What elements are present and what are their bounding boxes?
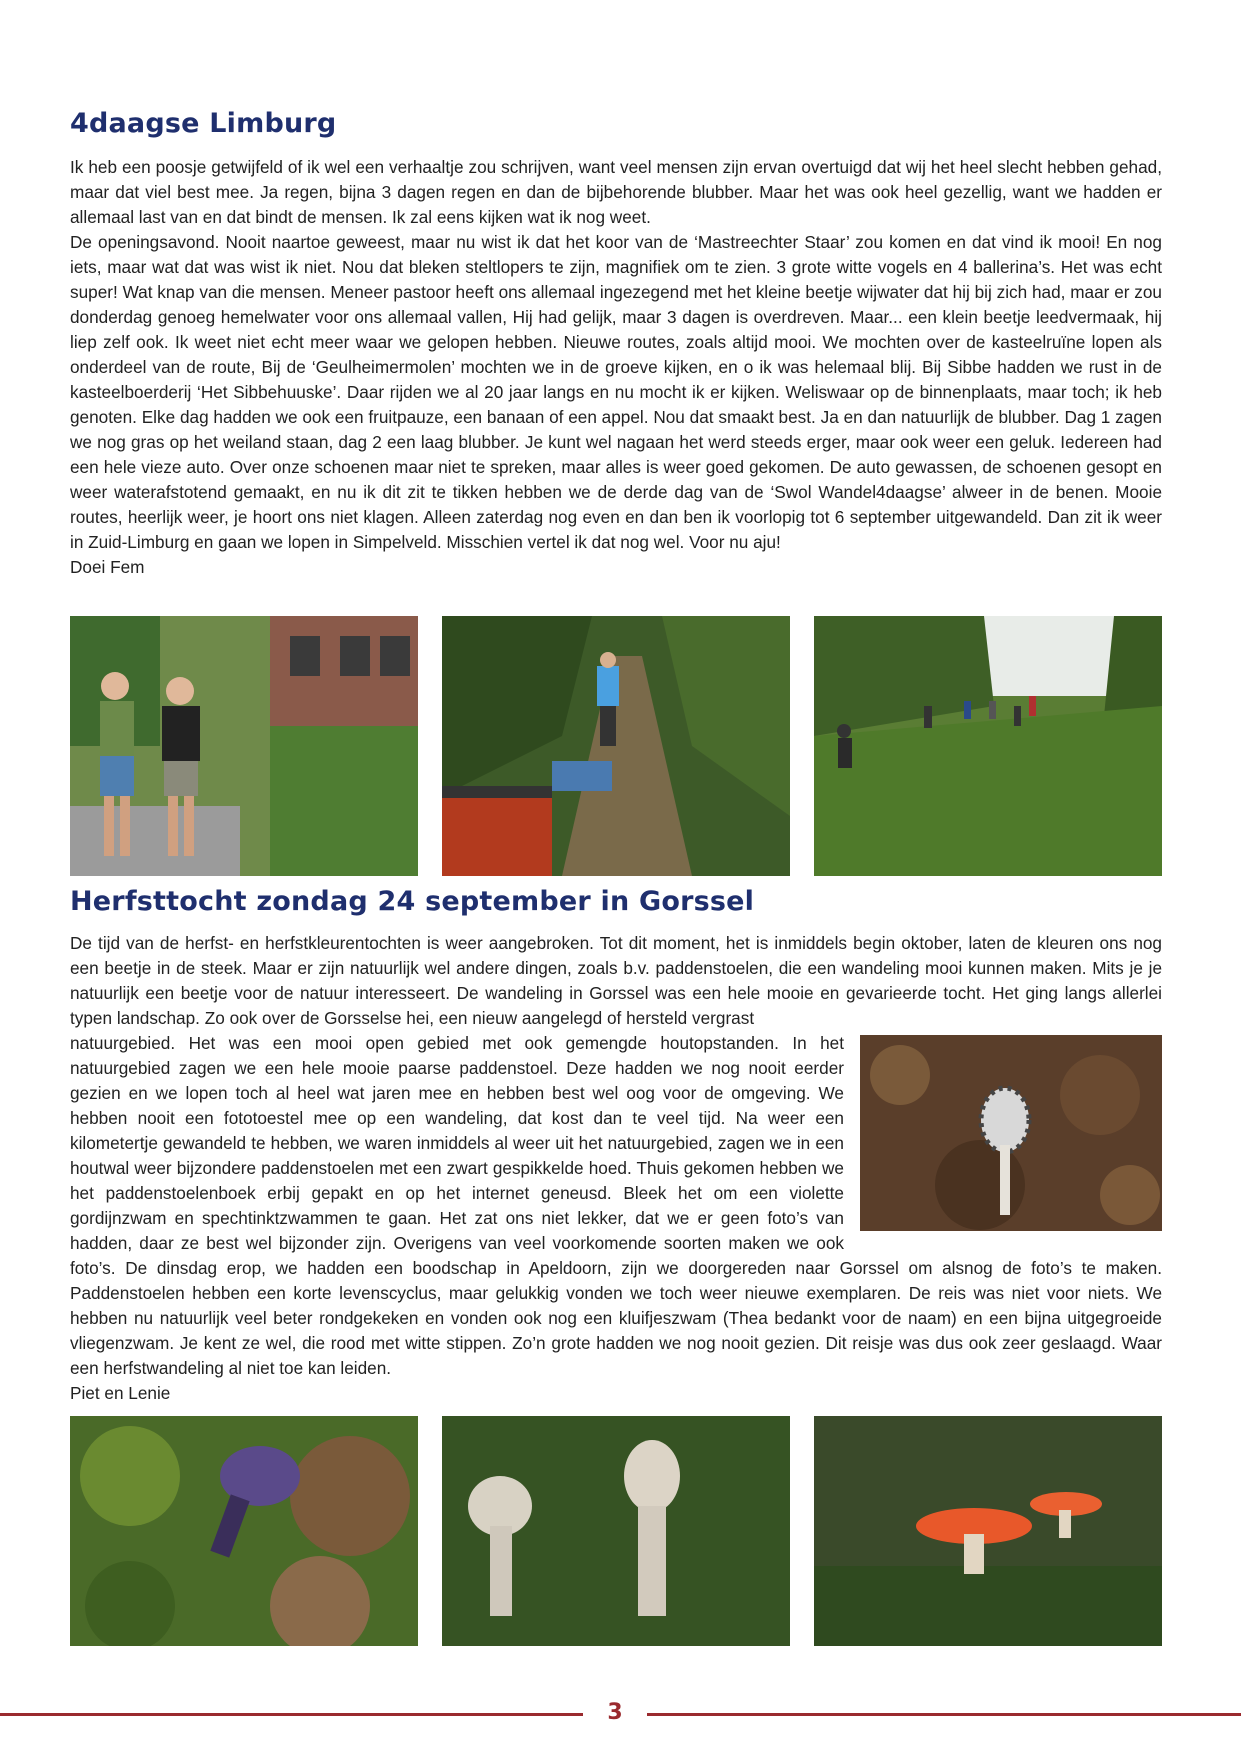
article-paragraph: De openingsavond. Nooit naartoe geweest, maar nu wist ik dat het koor van de ‘Mastreechter Staar’ zou komen en dat vind ik mooi! En nog iets, maar wat dat was wist ik niet. Nou dat bleken steltlopers te zijn, magnifiek om te zien. 3 grote witte vogels en 4 ballerina’s. Het was echt super! Wat knap van die mensen. Meneer pastoor heeft ons allemaal ingezegend met het kleine beetje wijwater dat hij bij zich had, maar er zou donderdag genoeg hemelwater voor ons allemaal vallen, Hij had gelijk, maar 3 dagen is overdreven. Maar... een klein beetje leedvermaak, hij liep zelf ook. Ik weet niet echt meer waar we gelopen hebben. Nieuwe routes, zoals altijd mooi. We mochten over de kasteelruïne lopen als onderdeel van de route, Bij de ‘Geulheimermolen’ mochten we in de groeve kijken, en o ik was helemaal blij. Bij Sibbe hadden we rust in de kasteelboerderij ‘Het Sibbehuuske’. Daar rijden we al 20 jaar langs en nu mocht ik er kijken. Weliswaar op de binnenplaats, maar toch; ik heb genoten. Elke dag hadden we ook een fruitpauze, een banaan of een appel. Nou dat smaakt best. Ja en dan natuurlijk de blubber. Dag 1 zagen we nog gras op het weiland staan, dag 2 een laag blubber. Je kunt wel nagaan het werd steeds erger, maar ook weer een geluk. Iedereen had een hele vieze auto. Over onze schoenen maar niet te spreken, maar alles is weer goed gekomen. De auto gewassen, de schoenen gesopt en weer waterafstotend gemaakt, en nu ik dit zit te tikken hebben we de derde dag van de ‘Swol Wandel4daagse’ alweer in de benen. Mooie routes, heerlijk weer, je hoort ons niet klagen. Alleen zaterdag nog even en dan ben ik voorlopig tot 6 september uitgewandeld. Dan zit ik weer in Zuid-Limburg en gaan we lopen in Simpelveld. Misschien vertel ik dat nog wel. Voor nu aju!	[70, 232, 1162, 552]
article-signature: Doei Fem	[70, 557, 145, 577]
article-title: 4daagse Limburg	[70, 108, 337, 139]
footer-rule-right	[647, 1713, 1241, 1716]
article-signature: Piet en Lenie	[70, 1383, 171, 1403]
photo-row-gorssel	[70, 1416, 1162, 1646]
photo-inkcap-mushroom	[860, 1035, 1162, 1231]
photo-fly-agaric	[814, 1416, 1162, 1646]
article-title: Herfsttocht zondag 24 september in Gorssel	[70, 886, 755, 917]
article-limburg	[70, 108, 1162, 580]
page-footer	[0, 1700, 1241, 1730]
article-paragraph: De tijd van de herfst- en herfstkleurentochten is weer aangebroken. Tot dit moment, het is inmiddels begin oktober, laten de kleuren ons nog een beetje in de steek. Maar er zijn natuurlijk wel andere dingen, zoals b.v. paddenstoelen, die een wandeling mooi kunnen maken. Mits je je natuurlijk een beetje voor de natuur interesseert. De wandeling in Gorssel was een hele mooie en gevarieerde tocht. Het ging langs allerlei typen landschap. Zo ook over de Gorsselse hei, een nieuw aangelegd of hersteld vergrast	[70, 933, 1162, 1028]
photo-grass-field	[814, 616, 1162, 876]
photo-violet-mushroom	[70, 1416, 418, 1646]
article-gorssel	[70, 886, 1162, 1406]
article-paragraph: natuurgebied. Het was een mooi open gebied met ook gemengde houtopstanden. In het natuurgebied zagen we een hele mooie paarse paddenstoel. Deze hadden we nog nooit eerder gezien en we lopen toch al heel wat jaren mee en hebben best wel oog voor de omgeving. We hebben nooit een fototoestel mee op een wandeling, dat kost dan te veel tijd. Na weer een kilometertje gewandeld te hebben, we waren inmiddels al weer uit het natuurgebied, zagen we in een houtwal weer bijzondere paddenstoelen met een zwart gespikkelde hoed. Thuis gekomen hebben we het paddenstoelenboek erbij gepakt en op het internet geneusd. Bleek het om een violette gordijnzwam en spechtinktzwammen te gaan. Het zat ons niet lekker, dat we er geen foto’s van hadden, daar ze best wel bijzonder zijn. Overigens van veel voorkomende soorten maken we ook foto’s. De dinsdag erop, we hadden een boodschap in Apeldoorn, zijn we doorgereden naar Gorssel om alsnog de foto’s te maken. Paddenstoelen hebben een korte levenscyclus, maar gelukkig vonden we toch weer nieuwe exemplaren. De reis was niet voor niets. We hebben nu natuurlijk veel beter rondgekeken en vonden ook nog een kluifjeszwam (Thea bedankt voor de naam) en een bijna uitgegroeide vliegenzwam. Je kent ze wel, die rood met witte stippen. Zo’n grote hadden we nog nooit gezien. Dit reisje was dus ook zeer geslaagd. Waar een herfstwandeling al niet toe kan leiden.	[70, 1033, 1162, 1378]
photo-muddy-path	[442, 616, 790, 876]
photo-walkers-street	[70, 616, 418, 876]
page-number: 3	[607, 1700, 623, 1725]
photo-white-mushrooms	[442, 1416, 790, 1646]
photo-row-limburg	[70, 616, 1162, 876]
footer-rule-left	[0, 1713, 583, 1716]
article-paragraph: Ik heb een poosje getwijfeld of ik wel een verhaaltje zou schrijven, want veel mensen zijn ervan overtuigd dat wij het heel slecht hebben gehad, maar dat viel best mee. Ja regen, bijna 3 dagen regen en dan de bijbehorende blubber. Maar het was ook heel gezellig, want we hadden er allemaal last van en dat bindt de mensen. Ik zal eens kijken wat ik nog weet.	[70, 157, 1162, 227]
